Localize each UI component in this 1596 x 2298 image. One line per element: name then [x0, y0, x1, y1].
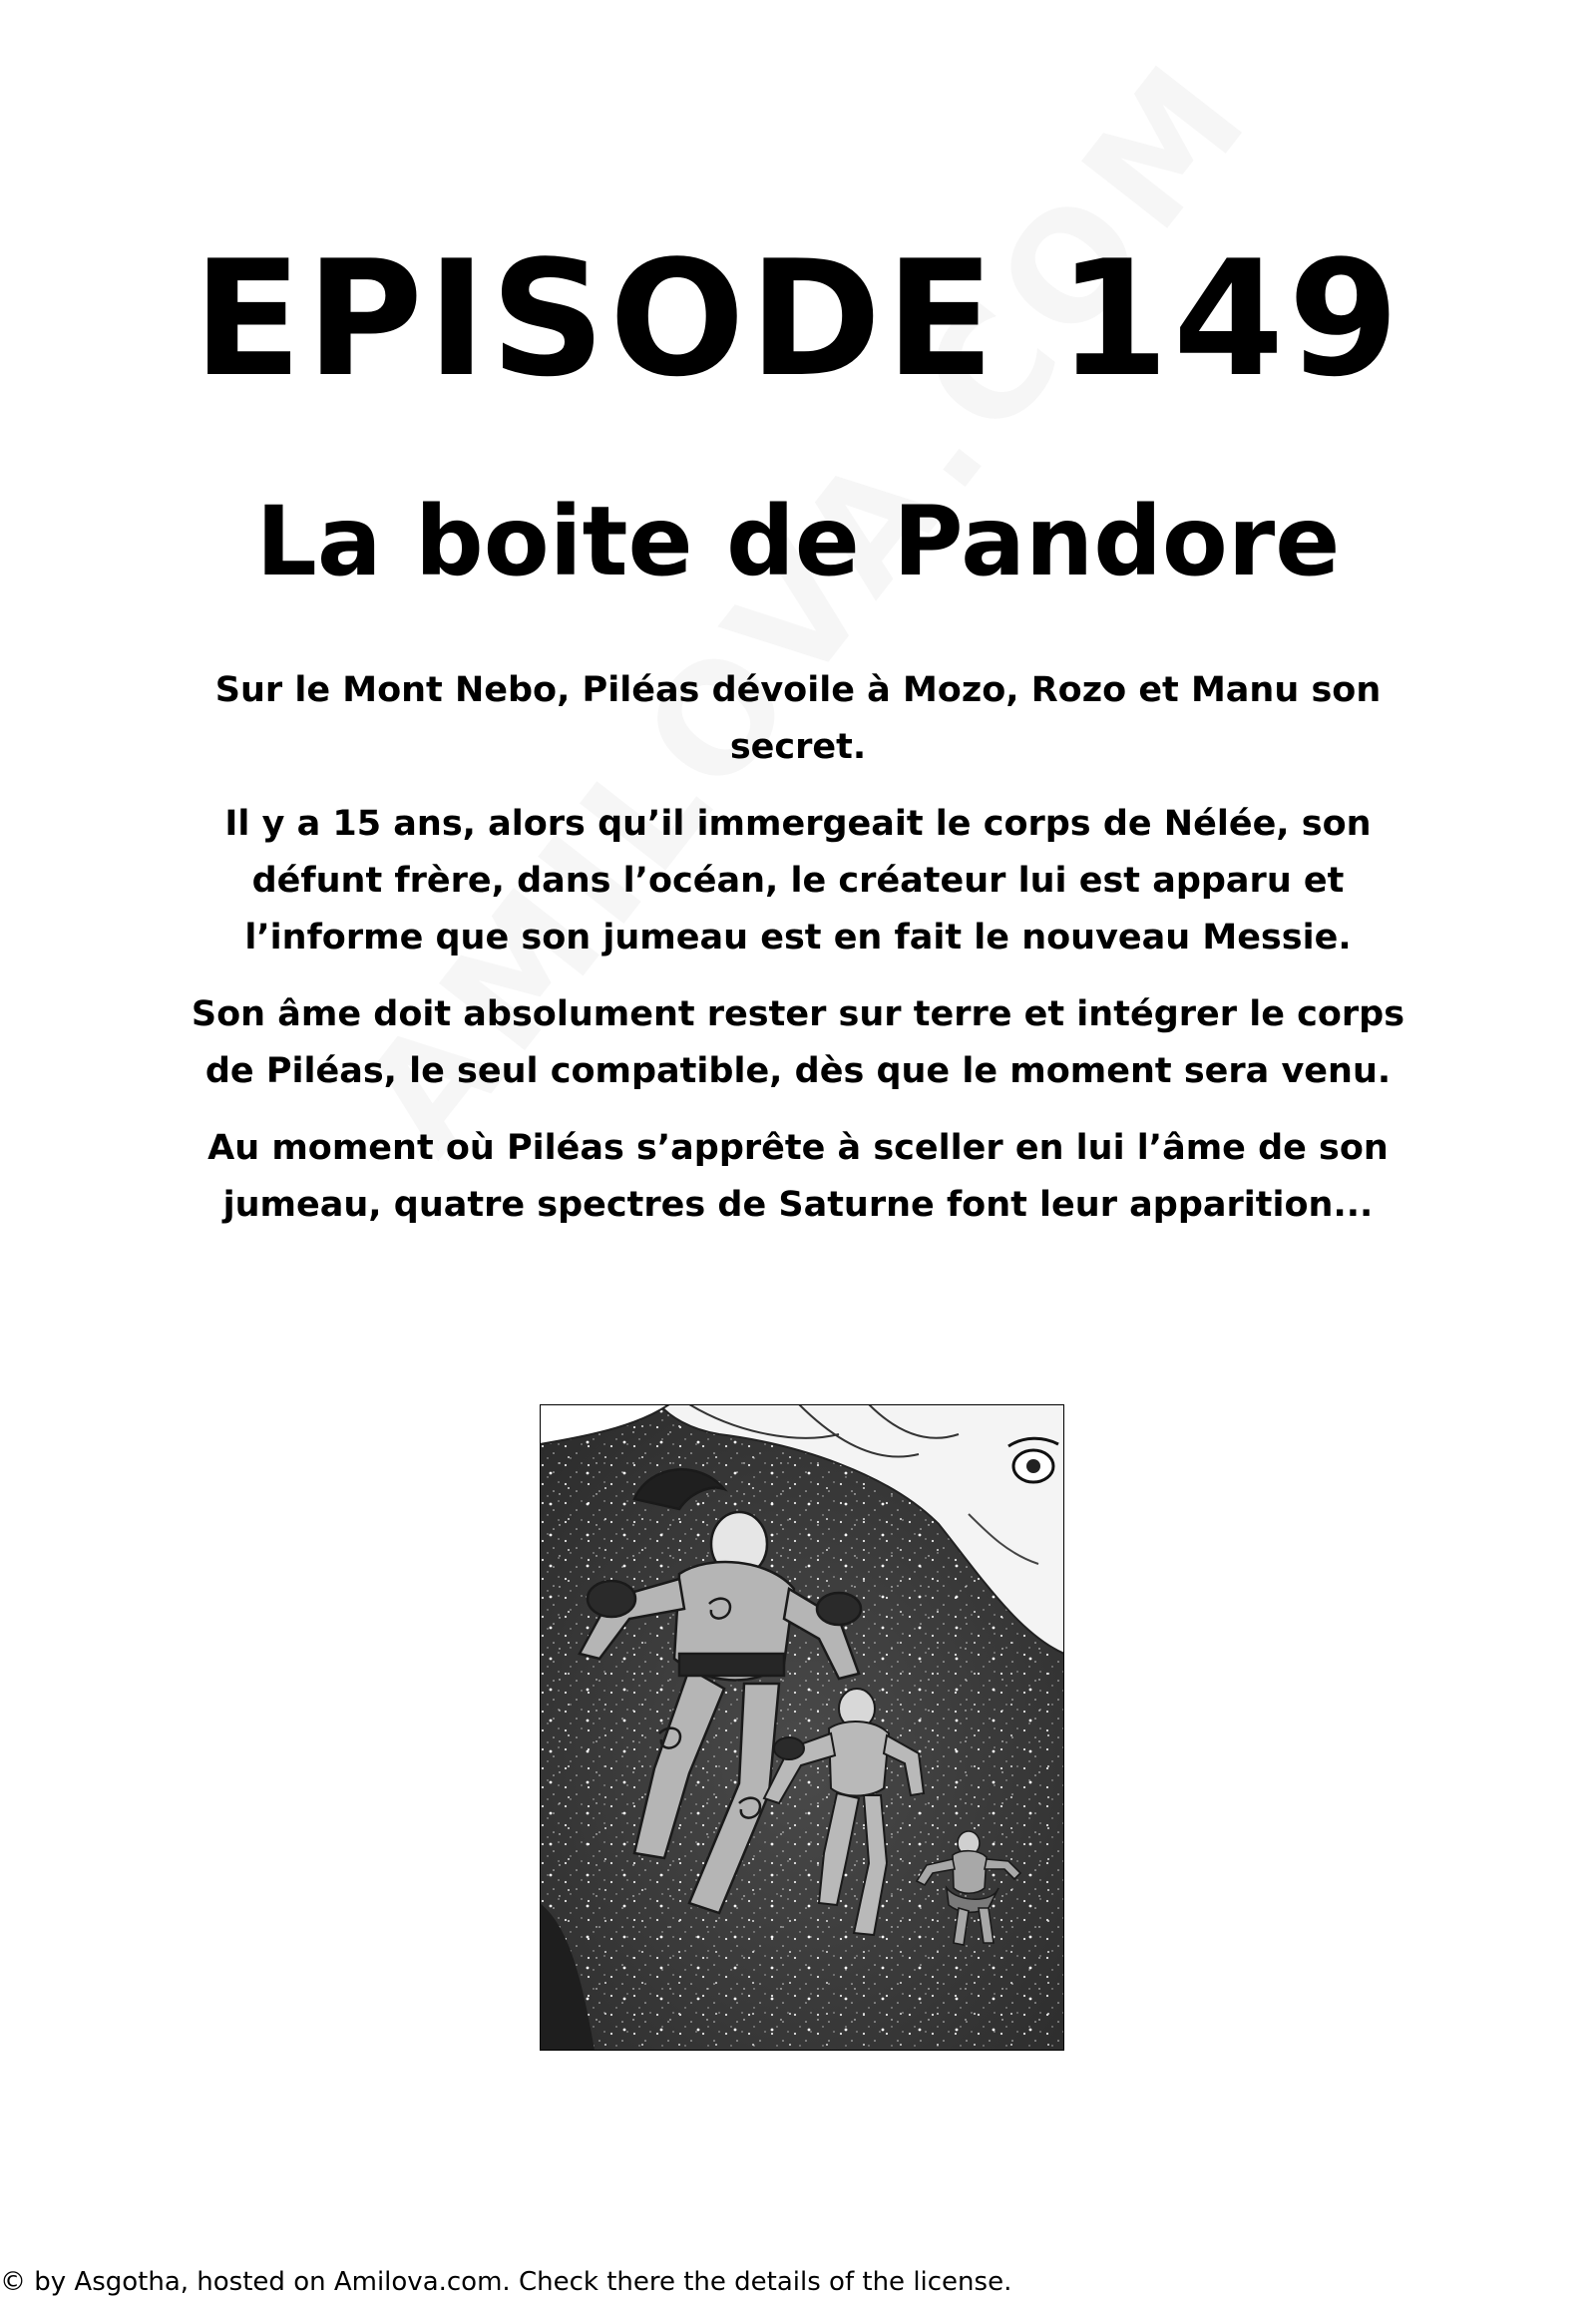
episode-title: EPISODE 149: [193, 225, 1403, 412]
manga-panel-illustration: [540, 1404, 1064, 2051]
summary-paragraph: Son âme doit absolument rester sur terre et intégrer le corps de Piléas, le seul compatible, dès que le moment sera venu.: [191, 994, 1405, 1091]
chapter-title: La boite de Pandore: [255, 486, 1341, 597]
license-credit: © by Asgotha, hosted on Amilova.com. Check there the details of the license.: [0, 2267, 1012, 2297]
episode-summary: [185, 662, 1411, 1254]
summary-paragraph: Sur le Mont Nebo, Piléas dévoile à Mozo, Rozo et Manu son secret.: [214, 670, 1382, 767]
summary-paragraph: Il y a 15 ans, alors qu’il immergeait le corps de Nélée, son défunt frère, dans l’océan, le créateur lui est apparu et l’informe que son jumeau est en fait le nouveau Messie.: [224, 804, 1372, 958]
summary-paragraph: Au moment où Piléas s’apprête à sceller en lui l’âme de son jumeau, quatre spectres de Saturne font leur apparition...: [207, 1128, 1389, 1225]
